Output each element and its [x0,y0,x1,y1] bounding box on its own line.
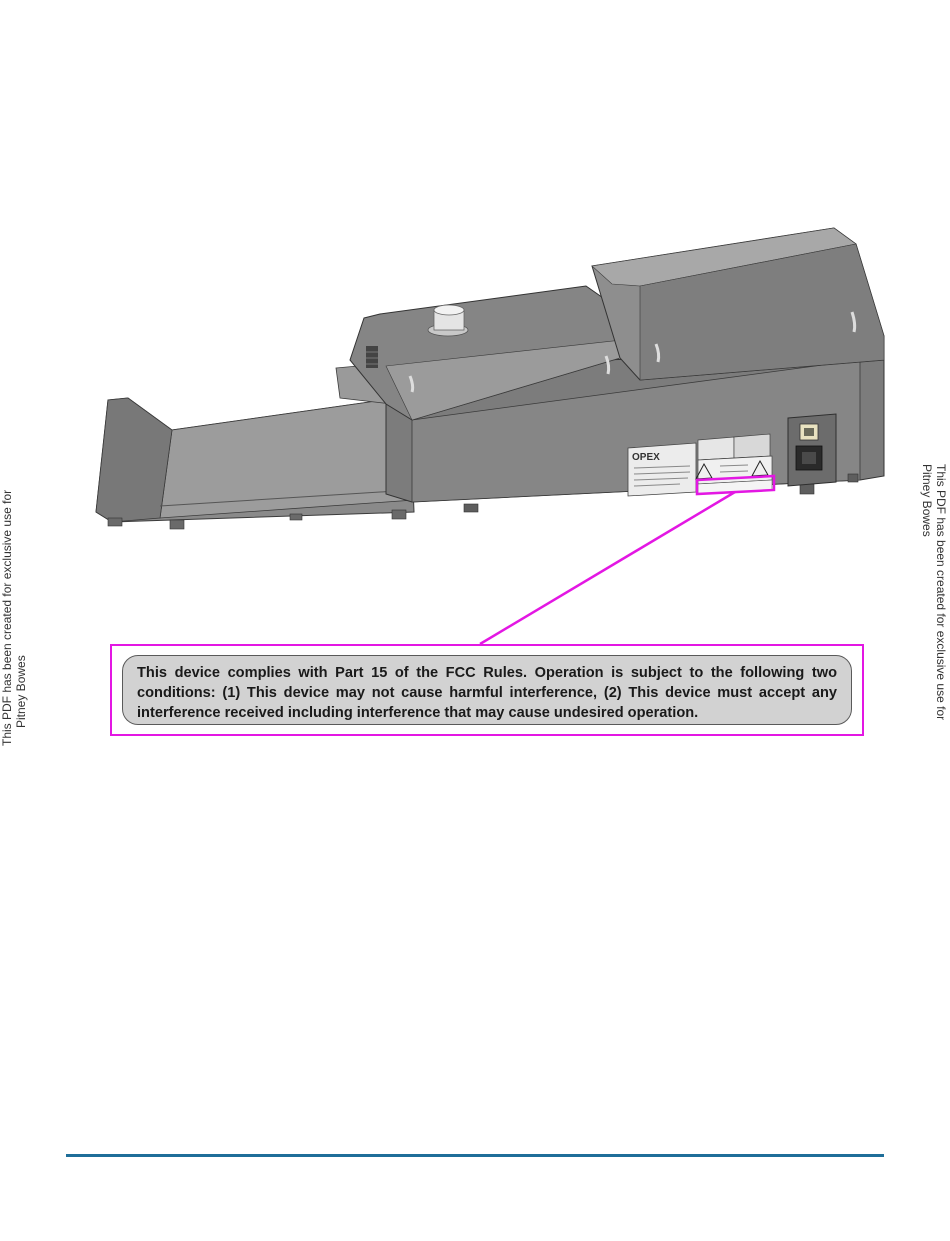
callout-leader-line [480,492,735,644]
fcc-statement: This device complies with Part 15 of the FCC Rules. Operation is subject to the following two conditions: (1) This device may not cause harmful interference, (2) This device must accept any interference received including interference that may cause undesired operation. [122,655,852,725]
watermark-left-line2: Pitney Bowes [14,655,28,728]
power-inlet-panel [788,414,836,486]
control-knob [428,305,468,336]
watermark-left-line1: This PDF has been created for exclusive use for [0,489,14,746]
fcc-callout [110,644,864,736]
side-vent [366,346,378,368]
watermark-right-line1: This PDF has been created for exclusive use for [934,464,948,721]
feed-tray [96,398,414,529]
footer-rule [66,1154,884,1157]
watermark-right-line2: Pitney Bowes [920,464,934,537]
label-brand-text: OPEX [632,452,660,463]
